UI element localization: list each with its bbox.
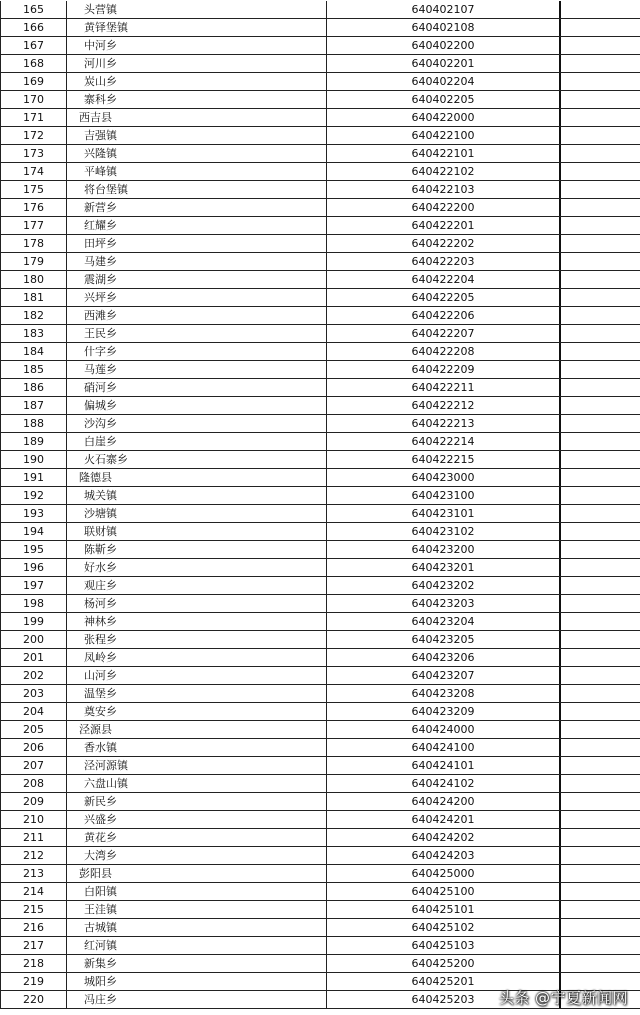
empty-cell[interactable] <box>561 703 640 720</box>
empty-cell[interactable] <box>561 559 640 576</box>
table-row <box>0 199 640 217</box>
town-name-cell[interactable]: 张程乡 <box>67 631 327 648</box>
division-code-cell[interactable]: 640402201 <box>327 55 561 72</box>
division-code-cell[interactable]: 640422215 <box>327 451 561 468</box>
town-name-cell[interactable]: 冯庄乡 <box>67 991 327 1008</box>
empty-cell[interactable] <box>561 253 640 270</box>
empty-cell[interactable] <box>561 325 640 342</box>
table-row <box>0 505 640 523</box>
empty-cell[interactable] <box>561 667 640 684</box>
table-row <box>0 145 640 163</box>
row-index-cell[interactable]: 213 <box>0 865 67 882</box>
town-name-cell[interactable]: 兴盛乡 <box>67 811 327 828</box>
table-row <box>0 397 640 415</box>
town-name-cell[interactable]: 陈靳乡 <box>67 541 327 558</box>
table-row <box>0 631 640 649</box>
table-row <box>0 343 640 361</box>
division-code-cell[interactable]: 640422206 <box>327 307 561 324</box>
row-index-cell[interactable]: 180 <box>0 271 67 288</box>
division-code-cell[interactable]: 640423000 <box>327 469 561 486</box>
row-index-cell[interactable]: 216 <box>0 919 67 936</box>
table-row <box>0 793 640 811</box>
row-index-cell[interactable]: 192 <box>0 487 67 504</box>
town-name-cell[interactable]: 火石寨乡 <box>67 451 327 468</box>
town-name-cell[interactable]: 田坪乡 <box>67 235 327 252</box>
division-code-cell[interactable]: 640422103 <box>327 181 561 198</box>
row-index-cell[interactable]: 199 <box>0 613 67 630</box>
town-name-cell[interactable]: 西滩乡 <box>67 307 327 324</box>
table-row <box>0 451 640 469</box>
division-code-cell[interactable]: 640425000 <box>327 865 561 882</box>
town-name-cell[interactable]: 震湖乡 <box>67 271 327 288</box>
table-row <box>0 739 640 757</box>
town-name-cell[interactable]: 白阳镇 <box>67 883 327 900</box>
table-row <box>0 127 640 145</box>
town-name-cell[interactable]: 将台堡镇 <box>67 181 327 198</box>
division-code-cell[interactable]: 640425201 <box>327 973 561 990</box>
empty-cell[interactable] <box>561 163 640 180</box>
table-row <box>0 37 640 55</box>
table-row <box>0 577 640 595</box>
division-code-cell[interactable]: 640424000 <box>327 721 561 738</box>
row-index-cell[interactable]: 211 <box>0 829 67 846</box>
town-name-cell[interactable]: 杨河乡 <box>67 595 327 612</box>
empty-cell[interactable] <box>561 451 640 468</box>
table-row <box>0 325 640 343</box>
empty-cell[interactable] <box>561 955 640 972</box>
table-row <box>0 415 640 433</box>
row-index-cell[interactable]: 209 <box>0 793 67 810</box>
row-index-cell[interactable]: 200 <box>0 631 67 648</box>
table-row <box>0 307 640 325</box>
table-row <box>0 559 640 577</box>
row-index-cell[interactable]: 176 <box>0 199 67 216</box>
town-name-cell[interactable]: 凤岭乡 <box>67 649 327 666</box>
row-index-cell[interactable]: 207 <box>0 757 67 774</box>
row-index-cell[interactable]: 172 <box>0 127 67 144</box>
town-name-cell[interactable]: 新民乡 <box>67 793 327 810</box>
division-code-cell[interactable]: 640424203 <box>327 847 561 864</box>
division-code-cell[interactable]: 640423201 <box>327 559 561 576</box>
division-code-cell[interactable]: 640422209 <box>327 361 561 378</box>
division-code-cell[interactable]: 640422214 <box>327 433 561 450</box>
empty-cell[interactable] <box>561 883 640 900</box>
empty-cell[interactable] <box>561 145 640 162</box>
division-code-cell[interactable]: 640422202 <box>327 235 561 252</box>
table-row <box>0 379 640 397</box>
county-name-cell[interactable]: 西吉县 <box>67 109 327 126</box>
row-index-cell[interactable]: 202 <box>0 667 67 684</box>
division-code-cell[interactable]: 640422100 <box>327 127 561 144</box>
town-name-cell[interactable]: 神林乡 <box>67 613 327 630</box>
empty-cell[interactable] <box>561 397 640 414</box>
division-code-cell[interactable]: 640402200 <box>327 37 561 54</box>
division-code-cell[interactable]: 640423206 <box>327 649 561 666</box>
empty-cell[interactable] <box>561 847 640 864</box>
division-code-cell[interactable]: 640425100 <box>327 883 561 900</box>
empty-cell[interactable] <box>561 505 640 522</box>
table-row <box>0 361 640 379</box>
town-name-cell[interactable]: 马莲乡 <box>67 361 327 378</box>
division-code-cell[interactable]: 640402204 <box>327 73 561 90</box>
table-row <box>0 541 640 559</box>
row-index-cell[interactable]: 205 <box>0 721 67 738</box>
division-code-cell[interactable]: 640422204 <box>327 271 561 288</box>
table-row <box>0 55 640 73</box>
empty-cell[interactable] <box>561 127 640 144</box>
empty-cell[interactable] <box>561 631 640 648</box>
row-index-cell[interactable]: 166 <box>0 19 67 36</box>
table-row <box>0 703 640 721</box>
empty-cell[interactable] <box>561 487 640 504</box>
row-index-cell[interactable]: 179 <box>0 253 67 270</box>
town-name-cell[interactable]: 中河乡 <box>67 37 327 54</box>
row-index-cell[interactable]: 210 <box>0 811 67 828</box>
town-name-cell[interactable]: 红河镇 <box>67 937 327 954</box>
town-name-cell[interactable]: 硝河乡 <box>67 379 327 396</box>
row-index-cell[interactable]: 195 <box>0 541 67 558</box>
empty-cell[interactable] <box>561 469 640 486</box>
row-index-cell[interactable]: 215 <box>0 901 67 918</box>
table-row <box>0 487 640 505</box>
table-row <box>0 829 640 847</box>
empty-cell[interactable] <box>561 937 640 954</box>
table-row <box>0 109 640 127</box>
division-code-cell[interactable]: 640422205 <box>327 289 561 306</box>
town-name-cell[interactable]: 黄铎堡镇 <box>67 19 327 36</box>
division-code-cell[interactable]: 640425203 <box>327 991 561 1008</box>
table-row <box>0 73 640 91</box>
division-code-cell[interactable]: 640424202 <box>327 829 561 846</box>
empty-cell[interactable] <box>561 721 640 738</box>
empty-cell[interactable] <box>561 415 640 432</box>
town-name-cell[interactable]: 山河乡 <box>67 667 327 684</box>
town-name-cell[interactable]: 王洼镇 <box>67 901 327 918</box>
town-name-cell[interactable]: 大湾乡 <box>67 847 327 864</box>
table-row <box>0 937 640 955</box>
row-index-cell[interactable]: 196 <box>0 559 67 576</box>
row-index-cell[interactable]: 203 <box>0 685 67 702</box>
row-index-cell[interactable]: 167 <box>0 37 67 54</box>
row-index-cell[interactable]: 220 <box>0 991 67 1008</box>
division-code-cell[interactable]: 640422203 <box>327 253 561 270</box>
empty-cell[interactable] <box>561 523 640 540</box>
empty-cell[interactable] <box>561 613 640 630</box>
town-name-cell[interactable]: 什字乡 <box>67 343 327 360</box>
town-name-cell[interactable]: 黄花乡 <box>67 829 327 846</box>
division-code-cell[interactable]: 640424200 <box>327 793 561 810</box>
town-name-cell[interactable]: 马建乡 <box>67 253 327 270</box>
watermark: 头条 @宁夏新闻网 <box>498 989 628 1007</box>
division-code-cell[interactable]: 640402107 <box>327 1 561 18</box>
row-index-cell[interactable]: 170 <box>0 91 67 108</box>
division-code-cell[interactable]: 640422212 <box>327 397 561 414</box>
division-code-cell[interactable]: 640422201 <box>327 217 561 234</box>
empty-cell[interactable] <box>561 361 640 378</box>
empty-cell[interactable] <box>561 1 640 18</box>
row-index-cell[interactable]: 217 <box>0 937 67 954</box>
table-row <box>0 595 640 613</box>
division-code-cell[interactable]: 640422101 <box>327 145 561 162</box>
division-code-cell[interactable]: 640422200 <box>327 199 561 216</box>
row-index-cell[interactable]: 171 <box>0 109 67 126</box>
division-code-cell[interactable]: 640422102 <box>327 163 561 180</box>
division-code-cell[interactable]: 640422000 <box>327 109 561 126</box>
table-row <box>0 253 640 271</box>
town-name-cell[interactable]: 白崖乡 <box>67 433 327 450</box>
town-name-cell[interactable]: 河川乡 <box>67 55 327 72</box>
row-index-cell[interactable]: 182 <box>0 307 67 324</box>
table-row <box>0 91 640 109</box>
row-index-cell[interactable]: 191 <box>0 469 67 486</box>
row-index-cell[interactable]: 183 <box>0 325 67 342</box>
table-row <box>0 847 640 865</box>
empty-cell[interactable] <box>561 577 640 594</box>
town-name-cell[interactable]: 新集乡 <box>67 955 327 972</box>
empty-cell[interactable] <box>561 235 640 252</box>
empty-cell[interactable] <box>561 73 640 90</box>
county-name-cell[interactable]: 隆德县 <box>67 469 327 486</box>
empty-cell[interactable] <box>561 289 640 306</box>
town-name-cell[interactable]: 温堡乡 <box>67 685 327 702</box>
row-index-cell[interactable]: 173 <box>0 145 67 162</box>
division-code-cell[interactable]: 640425200 <box>327 955 561 972</box>
town-name-cell[interactable]: 奠安乡 <box>67 703 327 720</box>
empty-cell[interactable] <box>561 379 640 396</box>
row-index-cell[interactable]: 206 <box>0 739 67 756</box>
table-row <box>0 163 640 181</box>
empty-cell[interactable] <box>561 109 640 126</box>
empty-cell[interactable] <box>561 919 640 936</box>
row-index-cell[interactable]: 208 <box>0 775 67 792</box>
town-name-cell[interactable]: 城阳乡 <box>67 973 327 990</box>
town-name-cell[interactable]: 香水镇 <box>67 739 327 756</box>
division-code-cell[interactable]: 640424100 <box>327 739 561 756</box>
town-name-cell[interactable]: 新营乡 <box>67 199 327 216</box>
empty-cell[interactable] <box>561 55 640 72</box>
empty-cell[interactable] <box>561 343 640 360</box>
empty-cell[interactable] <box>561 865 640 882</box>
row-index-cell[interactable]: 201 <box>0 649 67 666</box>
row-index-cell[interactable]: 189 <box>0 433 67 450</box>
empty-cell[interactable] <box>561 91 640 108</box>
row-index-cell[interactable]: 174 <box>0 163 67 180</box>
division-code-cell[interactable]: 640423203 <box>327 595 561 612</box>
table-row <box>0 181 640 199</box>
table-row <box>0 865 640 883</box>
row-index-cell[interactable]: 186 <box>0 379 67 396</box>
town-name-cell[interactable]: 王民乡 <box>67 325 327 342</box>
row-index-cell[interactable]: 184 <box>0 343 67 360</box>
data-table <box>0 1 640 1009</box>
row-index-cell[interactable]: 169 <box>0 73 67 90</box>
empty-cell[interactable] <box>561 829 640 846</box>
empty-cell[interactable] <box>561 775 640 792</box>
empty-cell[interactable] <box>561 19 640 36</box>
empty-cell[interactable] <box>561 793 640 810</box>
table-row <box>0 271 640 289</box>
town-name-cell[interactable]: 六盘山镇 <box>67 775 327 792</box>
empty-cell[interactable] <box>561 541 640 558</box>
division-code-cell[interactable]: 640423200 <box>327 541 561 558</box>
division-code-cell[interactable]: 640424101 <box>327 757 561 774</box>
table-row <box>0 235 640 253</box>
empty-cell[interactable] <box>561 217 640 234</box>
division-code-cell[interactable]: 640402108 <box>327 19 561 36</box>
table-row <box>0 883 640 901</box>
division-code-cell[interactable]: 640425102 <box>327 919 561 936</box>
row-index-cell[interactable]: 214 <box>0 883 67 900</box>
county-name-cell[interactable]: 彭阳县 <box>67 865 327 882</box>
table-row <box>0 955 640 973</box>
table-row <box>0 217 640 235</box>
town-name-cell[interactable]: 平峰镇 <box>67 163 327 180</box>
row-index-cell[interactable]: 185 <box>0 361 67 378</box>
table-row <box>0 649 640 667</box>
division-code-cell[interactable]: 640423205 <box>327 631 561 648</box>
row-index-cell[interactable]: 177 <box>0 217 67 234</box>
town-name-cell[interactable]: 吉强镇 <box>67 127 327 144</box>
town-name-cell[interactable]: 联财镇 <box>67 523 327 540</box>
row-index-cell[interactable]: 193 <box>0 505 67 522</box>
empty-cell[interactable] <box>561 811 640 828</box>
town-name-cell[interactable]: 好水乡 <box>67 559 327 576</box>
empty-cell[interactable] <box>561 595 640 612</box>
division-code-cell[interactable]: 640423209 <box>327 703 561 720</box>
town-name-cell[interactable]: 头营镇 <box>67 1 327 18</box>
division-code-cell[interactable]: 640424102 <box>327 775 561 792</box>
table-row <box>0 721 640 739</box>
empty-cell[interactable] <box>561 307 640 324</box>
empty-cell[interactable] <box>561 271 640 288</box>
empty-cell[interactable] <box>561 757 640 774</box>
empty-cell[interactable] <box>561 685 640 702</box>
town-name-cell[interactable]: 沙塘镇 <box>67 505 327 522</box>
row-index-cell[interactable]: 218 <box>0 955 67 972</box>
division-code-cell[interactable]: 640422208 <box>327 343 561 360</box>
town-name-cell[interactable]: 泾河源镇 <box>67 757 327 774</box>
row-index-cell[interactable]: 178 <box>0 235 67 252</box>
table-row <box>0 469 640 487</box>
row-index-cell[interactable]: 204 <box>0 703 67 720</box>
empty-cell[interactable] <box>561 37 640 54</box>
division-code-cell[interactable]: 640423204 <box>327 613 561 630</box>
town-name-cell[interactable]: 炭山乡 <box>67 73 327 90</box>
table-row <box>0 775 640 793</box>
table-row <box>0 289 640 307</box>
division-code-cell[interactable]: 640423102 <box>327 523 561 540</box>
town-name-cell[interactable]: 兴坪乡 <box>67 289 327 306</box>
division-code-cell[interactable]: 640422213 <box>327 415 561 432</box>
division-code-cell[interactable]: 640422207 <box>327 325 561 342</box>
division-code-cell[interactable]: 640425103 <box>327 937 561 954</box>
row-index-cell[interactable]: 168 <box>0 55 67 72</box>
table-row <box>0 433 640 451</box>
row-index-cell[interactable]: 187 <box>0 397 67 414</box>
row-index-cell[interactable]: 212 <box>0 847 67 864</box>
row-index-cell[interactable]: 181 <box>0 289 67 306</box>
table-row <box>0 667 640 685</box>
division-code-cell[interactable]: 640424201 <box>327 811 561 828</box>
table-row <box>0 901 640 919</box>
division-code-cell[interactable]: 640422211 <box>327 379 561 396</box>
table-row <box>0 19 640 37</box>
county-name-cell[interactable]: 泾源县 <box>67 721 327 738</box>
division-code-cell[interactable]: 640423202 <box>327 577 561 594</box>
empty-cell[interactable] <box>561 181 640 198</box>
empty-cell[interactable] <box>561 433 640 450</box>
division-code-cell[interactable]: 640423101 <box>327 505 561 522</box>
empty-cell[interactable] <box>561 199 640 216</box>
empty-cell[interactable] <box>561 649 640 666</box>
row-index-cell[interactable]: 197 <box>0 577 67 594</box>
town-name-cell[interactable]: 观庄乡 <box>67 577 327 594</box>
town-name-cell[interactable]: 古城镇 <box>67 919 327 936</box>
town-name-cell[interactable]: 城关镇 <box>67 487 327 504</box>
division-code-cell[interactable]: 640423208 <box>327 685 561 702</box>
division-code-cell[interactable]: 640423100 <box>327 487 561 504</box>
table-row <box>0 757 640 775</box>
empty-cell[interactable] <box>561 901 640 918</box>
table-row <box>0 1 640 19</box>
row-index-cell[interactable]: 190 <box>0 451 67 468</box>
division-code-cell[interactable]: 640402205 <box>327 91 561 108</box>
town-name-cell[interactable]: 兴隆镇 <box>67 145 327 162</box>
row-index-cell[interactable]: 219 <box>0 973 67 990</box>
table-row <box>0 685 640 703</box>
row-index-cell[interactable]: 175 <box>0 181 67 198</box>
row-index-cell[interactable]: 188 <box>0 415 67 432</box>
table-row <box>0 811 640 829</box>
empty-cell[interactable] <box>561 739 640 756</box>
table-row <box>0 919 640 937</box>
row-index-cell[interactable]: 198 <box>0 595 67 612</box>
division-code-cell[interactable]: 640425101 <box>327 901 561 918</box>
town-name-cell[interactable]: 寨科乡 <box>67 91 327 108</box>
row-index-cell[interactable]: 194 <box>0 523 67 540</box>
town-name-cell[interactable]: 红耀乡 <box>67 217 327 234</box>
table-row <box>0 523 640 541</box>
division-code-cell[interactable]: 640423207 <box>327 667 561 684</box>
town-name-cell[interactable]: 偏城乡 <box>67 397 327 414</box>
row-index-cell[interactable]: 165 <box>0 1 67 18</box>
town-name-cell[interactable]: 沙沟乡 <box>67 415 327 432</box>
table-row <box>0 613 640 631</box>
